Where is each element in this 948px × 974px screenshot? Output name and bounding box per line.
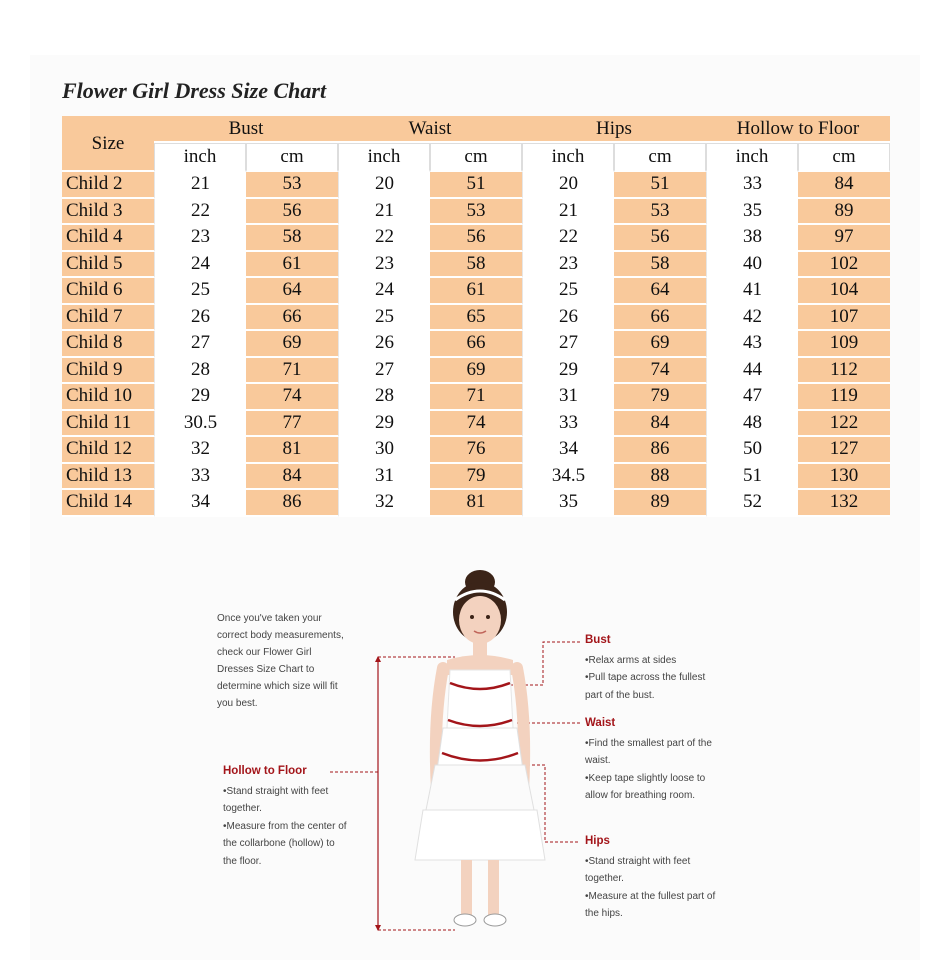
measurement-cell: 61: [430, 278, 522, 305]
table-row: [62, 305, 890, 332]
measurement-cell: 43: [706, 331, 798, 358]
table-row: [62, 252, 890, 279]
measurement-cell: 41: [706, 278, 798, 305]
measurement-cell: 107: [798, 305, 890, 332]
unit-header: cm: [430, 143, 522, 172]
table-row: [62, 490, 890, 517]
measurement-cell: 48: [706, 411, 798, 438]
measurement-cell: 77: [246, 411, 338, 438]
measurement-cell: 34: [154, 490, 246, 517]
measurement-cell: 102: [798, 252, 890, 279]
measurement-cell: 24: [338, 278, 430, 305]
measurement-cell: 47: [706, 384, 798, 411]
measurement-cell: 21: [338, 199, 430, 226]
measurement-cell: 26: [154, 305, 246, 332]
measurement-cell: 119: [798, 384, 890, 411]
table-body: [62, 172, 890, 517]
table-row: [62, 331, 890, 358]
table-row: [62, 199, 890, 226]
measurement-cell: 33: [154, 464, 246, 491]
measurement-cell: 51: [430, 172, 522, 199]
hollow-to-floor-label: Hollow to Floor: [223, 765, 307, 777]
measurement-cell: 84: [246, 464, 338, 491]
unit-header: inch: [338, 143, 430, 172]
measurement-cell: 32: [338, 490, 430, 517]
table-row: [62, 384, 890, 411]
measurement-cell: 31: [522, 384, 614, 411]
measurement-cell: 104: [798, 278, 890, 305]
size-label: Child 13: [62, 464, 154, 491]
measurement-cell: 30.5: [154, 411, 246, 438]
measurement-cell: 56: [246, 199, 338, 226]
measurement-cell: 112: [798, 358, 890, 385]
size-label: Child 9: [62, 358, 154, 385]
hips-label: Hips: [585, 835, 610, 847]
measurement-cell: 26: [338, 331, 430, 358]
measurement-cell: 130: [798, 464, 890, 491]
measurement-cell: 61: [246, 252, 338, 279]
page-title: Flower Girl Dress Size Chart: [62, 78, 327, 103]
size-chart-table: [62, 116, 890, 517]
measurement-cell: 89: [798, 199, 890, 226]
measurement-cell: 81: [246, 437, 338, 464]
table-row: [62, 411, 890, 438]
measurement-cell: 32: [154, 437, 246, 464]
measurement-cell: 53: [614, 199, 706, 226]
measurement-cell: 25: [154, 278, 246, 305]
unit-header: cm: [614, 143, 706, 172]
measurement-cell: 65: [430, 305, 522, 332]
measurement-cell: 97: [798, 225, 890, 252]
measurement-cell: 35: [706, 199, 798, 226]
measurement-cell: 22: [338, 225, 430, 252]
group-header-hollow-to-floor: Hollow to Floor: [706, 116, 890, 143]
measurement-cell: 56: [430, 225, 522, 252]
measurement-cell: 74: [246, 384, 338, 411]
measurement-cell: 29: [338, 411, 430, 438]
table-row: [62, 464, 890, 491]
size-label: Child 8: [62, 331, 154, 358]
measurement-cell: 86: [246, 490, 338, 517]
measurement-cell: 33: [706, 172, 798, 199]
measurement-cell: 23: [154, 225, 246, 252]
measurement-cell: 53: [430, 199, 522, 226]
measurement-cell: 84: [614, 411, 706, 438]
bust-label: Bust: [585, 634, 611, 646]
unit-header: cm: [798, 143, 890, 172]
size-label: Child 12: [62, 437, 154, 464]
bust-instructions: Bust •Relax arms at sides •Pull tape across the fullest part of the bust.: [585, 632, 745, 704]
measurement-cell: 27: [522, 331, 614, 358]
measurement-cell: 52: [706, 490, 798, 517]
measurement-cell: 66: [246, 305, 338, 332]
measurement-cell: 34: [522, 437, 614, 464]
measurement-cell: 74: [614, 358, 706, 385]
waist-instructions: Waist •Find the smallest part of the waist. •Keep tape slightly loose to allow for breathing room.: [585, 715, 745, 805]
measurement-cell: 71: [430, 384, 522, 411]
unit-header: inch: [706, 143, 798, 172]
measurement-cell: 38: [706, 225, 798, 252]
measurement-cell: 22: [154, 199, 246, 226]
measurement-cell: 25: [338, 305, 430, 332]
flower-girl-illustration: [395, 560, 565, 945]
measurement-cell: 66: [430, 331, 522, 358]
measurement-cell: 69: [430, 358, 522, 385]
unit-header: inch: [522, 143, 614, 172]
measurement-cell: 64: [246, 278, 338, 305]
measurement-cell: 29: [522, 358, 614, 385]
measurement-cell: 26: [522, 305, 614, 332]
table-row: [62, 172, 890, 199]
table-row: [62, 437, 890, 464]
measurement-cell: 28: [338, 384, 430, 411]
measurement-cell: 28: [154, 358, 246, 385]
measurement-cell: 84: [798, 172, 890, 199]
measurement-cell: 35: [522, 490, 614, 517]
measurement-cell: 58: [246, 225, 338, 252]
measurement-cell: 58: [614, 252, 706, 279]
waist-label: Waist: [585, 717, 616, 729]
measurement-cell: 51: [706, 464, 798, 491]
size-label: Child 11: [62, 411, 154, 438]
measurement-cell: 89: [614, 490, 706, 517]
measurement-cell: 27: [154, 331, 246, 358]
measurement-cell: 69: [246, 331, 338, 358]
size-label: Child 14: [62, 490, 154, 517]
measurement-cell: 34.5: [522, 464, 614, 491]
measurement-cell: 127: [798, 437, 890, 464]
size-label: Child 2: [62, 172, 154, 199]
measurement-cell: 69: [614, 331, 706, 358]
measurement-cell: 42: [706, 305, 798, 332]
size-label: Child 10: [62, 384, 154, 411]
size-header: Size: [62, 116, 154, 172]
table-row: [62, 278, 890, 305]
measurement-cell: 31: [338, 464, 430, 491]
measurement-cell: 24: [154, 252, 246, 279]
measurement-cell: 86: [614, 437, 706, 464]
unit-header: cm: [246, 143, 338, 172]
measurement-cell: 21: [522, 199, 614, 226]
measurement-cell: 53: [246, 172, 338, 199]
intro-text: Once you've taken your correct body measurements, check our Flower Girl Dresses Size Chart to determine which size will fit you best.: [217, 613, 344, 709]
measurement-cell: 27: [338, 358, 430, 385]
measurement-cell: 29: [154, 384, 246, 411]
measurement-cell: 21: [154, 172, 246, 199]
measurement-cell: 23: [522, 252, 614, 279]
table-row: [62, 358, 890, 385]
measurement-cell: 109: [798, 331, 890, 358]
unit-header: inch: [154, 143, 246, 172]
measurement-cell: 22: [522, 225, 614, 252]
size-label: Child 4: [62, 225, 154, 252]
measurement-cell: 25: [522, 278, 614, 305]
measurement-cell: 71: [246, 358, 338, 385]
size-label: Child 7: [62, 305, 154, 332]
measurement-cell: 33: [522, 411, 614, 438]
measurement-cell: 58: [430, 252, 522, 279]
measurement-cell: 74: [430, 411, 522, 438]
hollow-to-floor-instructions: Hollow to Floor •Stand straight with feet together. •Measure from the center of the collarbone (hollow) to the floor.: [223, 763, 373, 870]
measurement-cell: 122: [798, 411, 890, 438]
group-header-hips: Hips: [522, 116, 706, 143]
size-label: Child 3: [62, 199, 154, 226]
measurement-cell: 76: [430, 437, 522, 464]
measurement-cell: 88: [614, 464, 706, 491]
measurement-cell: 50: [706, 437, 798, 464]
measurement-cell: 44: [706, 358, 798, 385]
measurement-cell: 51: [614, 172, 706, 199]
measurement-cell: 132: [798, 490, 890, 517]
size-label: Child 6: [62, 278, 154, 305]
measurement-cell: 64: [614, 278, 706, 305]
table-row: [62, 225, 890, 252]
measurement-cell: 79: [430, 464, 522, 491]
hips-instructions: Hips •Stand straight with feet together. •Measure at the fullest part of the hips.: [585, 833, 745, 923]
measurement-cell: 79: [614, 384, 706, 411]
measurement-cell: 30: [338, 437, 430, 464]
measurement-cell: 40: [706, 252, 798, 279]
group-header-bust: Bust: [154, 116, 338, 143]
measurement-cell: 81: [430, 490, 522, 517]
measurement-cell: 20: [522, 172, 614, 199]
measurement-guide: [205, 550, 745, 950]
measurement-cell: 56: [614, 225, 706, 252]
measurement-cell: 23: [338, 252, 430, 279]
group-header-waist: Waist: [338, 116, 522, 143]
measurement-cell: 20: [338, 172, 430, 199]
size-label: Child 5: [62, 252, 154, 279]
measurement-cell: 66: [614, 305, 706, 332]
